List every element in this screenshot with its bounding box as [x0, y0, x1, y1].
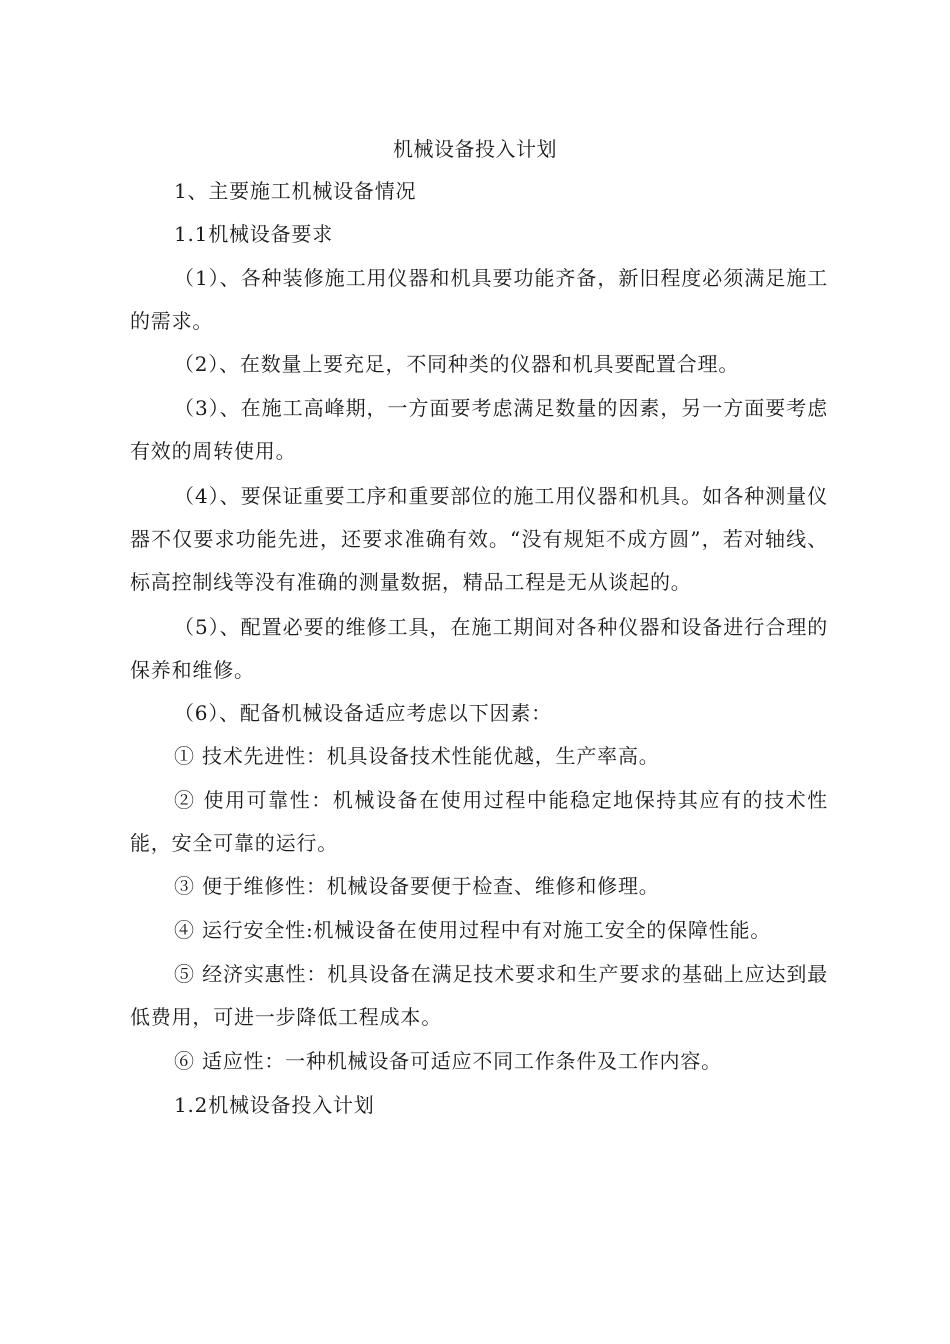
section-heading-1-1: 1.1机械设备要求: [174, 222, 334, 246]
factor-item-1: ① 技术先进性：机具设备技术性能优越，生产率高。: [174, 744, 660, 768]
paragraph-item-4: （4）、要保证重要工序和重要部位的施工用仪器和机具。如各种测量仪器不仅要求功能先进，还要求准确有效。“没有规矩不成方圆”，若对轴线、标高控制线等没有准确的测量数据，精品工程是无从谈起的。: [130, 484, 828, 594]
paragraph-item-3: （3）、在施工高峰期，一方面要考虑满足数量的因素，另一方面要考虑有效的周转使用。: [130, 396, 828, 463]
section-heading-1-2: 1.2机械设备投入计划: [174, 1093, 375, 1117]
factor-item-6: ⑥ 适应性：一种机械设备可适应不同工作条件及工作内容。: [174, 1049, 722, 1073]
paragraph-item-6: （6）、配备机械设备适应考虑以下因素：: [174, 701, 552, 725]
factor-item-2: ② 使用可靠性：机械设备在使用过程中能稳定地保持其应有的技术性能，安全可靠的运行。: [130, 788, 828, 855]
document-title: 机械设备投入计划: [393, 137, 557, 161]
factor-item-5: ⑤ 经济实惠性：机具设备在满足技术要求和生产要求的基础上应达到最低费用，可进一步降低工程成本。: [130, 962, 828, 1029]
section-heading-1: 1、主要施工机械设备情况: [174, 179, 417, 203]
factor-item-3: ③ 便于维修性：机械设备要便于检查、维修和修理。: [174, 874, 660, 898]
paragraph-item-2: （2）、在数量上要充足，不同种类的仪器和机具要配置合理。: [174, 352, 740, 376]
factor-item-4: ④ 运行安全性:机械设备在使用过程中有对施工安全的保障性能。: [174, 918, 772, 942]
paragraph-item-5: （5）、配置必要的维修工具，在施工期间对各种仪器和设备进行合理的保养和维修。: [130, 615, 828, 682]
paragraph-item-1: （1）、各种装修施工用仪器和机具要功能齐备，新旧程度必须满足施工的需求。: [130, 266, 828, 333]
